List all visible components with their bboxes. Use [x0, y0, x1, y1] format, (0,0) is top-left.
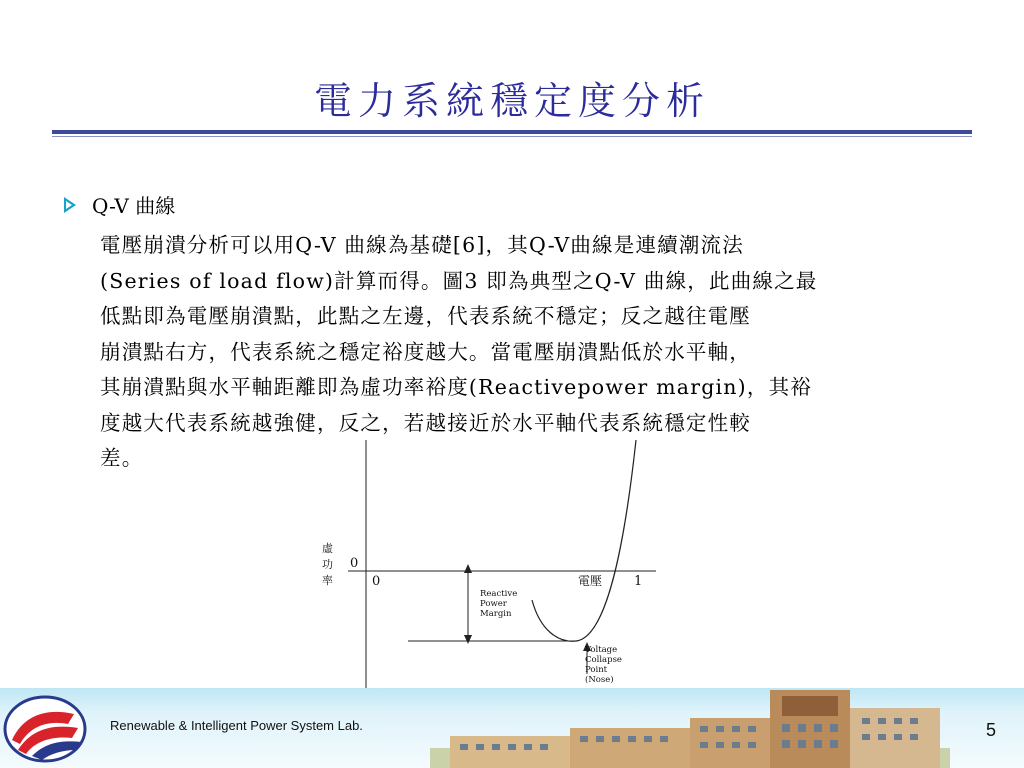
qv-curve-figure [300, 440, 700, 690]
title-rule-thin [52, 136, 972, 137]
x-one-label: 1 [634, 574, 643, 589]
university-logo-icon [2, 694, 88, 764]
footer-lab-name: Renewable & Intelligent Power System Lab. [110, 718, 363, 733]
y-zero-label: 0 [350, 556, 359, 571]
paragraph-line: 崩潰點右方，代表系統之穩定裕度越大。當電壓崩潰點低於水平軸， [100, 339, 751, 364]
page-number: 5 [986, 720, 997, 740]
bullet-text: Q-V 曲線 [92, 194, 176, 218]
bullet-arrow-icon [64, 197, 76, 213]
paragraph-line: 度越大代表系統越強健，反之，若越接近於水平軸代表系統穩定性較 [100, 410, 751, 435]
slide-title: 電力系統穩定度分析 [313, 79, 710, 123]
margin-label: Margin [480, 609, 512, 619]
paragraph-line: (Series of load flow)計算而得。圖3 即為典型之Q-V 曲線，此曲線之最 [100, 268, 818, 293]
paragraph-line: 電壓崩潰分析可以用Q-V 曲線為基礎[6]，其Q-V曲線是連續潮流法 [100, 233, 744, 257]
y-axis-label-char: 虛 [322, 542, 333, 555]
margin-arrow-head-down [464, 635, 472, 644]
campus-building-image [430, 688, 950, 768]
paragraph-line: 低點即為電壓崩潰點，此點之左邊，代表系統不穩定；反之越往電壓 [100, 304, 751, 328]
title-rule [52, 130, 972, 134]
y-axis-label-char: 功 [322, 558, 333, 571]
margin-label: Reactive [480, 589, 518, 599]
margin-arrow-head-up [464, 564, 472, 573]
x-zero-label: 0 [372, 574, 381, 589]
bullet-row [64, 190, 175, 219]
nose-label: Voltage [585, 645, 618, 655]
y-axis-label-char: 率 [322, 574, 333, 587]
nose-label: (Nose) [585, 675, 614, 685]
paragraph-line: 其崩潰點與水平軸距離即為虛功率裕度(Reactivepower margin)，其裕 [100, 375, 812, 399]
footer-banner [0, 688, 1024, 768]
paragraph-line: 差。 [100, 446, 144, 470]
qv-curve [532, 440, 636, 641]
margin-label: Power [480, 599, 507, 609]
nose-label: Collapse [585, 655, 622, 665]
nose-label: Point [585, 665, 608, 675]
x-axis-label: 電壓 [578, 574, 603, 588]
